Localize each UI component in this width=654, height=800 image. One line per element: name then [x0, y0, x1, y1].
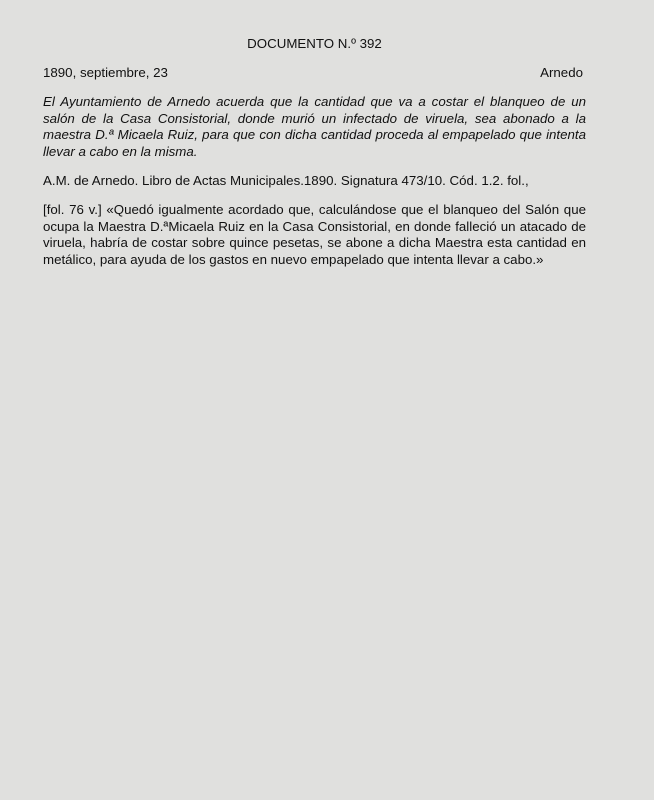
document-place: Arnedo: [540, 65, 583, 80]
document-summary: El Ayuntamiento de Arnedo acuerda que la cantidad que va a costar el blanqueo de un salón de la Casa Consistorial, donde murió un infectado de viruela, sea abonado a la maestra D.ª Micaela Ruiz, para que con dicha cantidad proceda al empapelado que intenta llevar a cabo en la misma.: [43, 94, 586, 159]
archival-source: A.M. de Arnedo. Libro de Actas Municipales.1890. Signatura 473/10. Cód. 1.2. fol.,: [43, 173, 529, 188]
document-title: DOCUMENTO N.º 392: [247, 36, 382, 51]
document-transcription: [fol. 76 v.] «Quedó igualmente acordado que, calculándose que el blanqueo del Salón que ocupa la Maestra D.ªMicaela Ruiz en la Casa Consistorial, en donde falleció un atacado de viruela, habría de costar sobre quince pesetas, se abone a dicha Maestra esta cantidad en metálico, para ayuda de los gastos en nuevo empapelado que intenta llevar a cabo.»: [43, 202, 586, 267]
document-page: [43, 36, 586, 268]
document-date: 1890, septiembre, 23: [43, 65, 168, 80]
dateline: [43, 65, 586, 80]
